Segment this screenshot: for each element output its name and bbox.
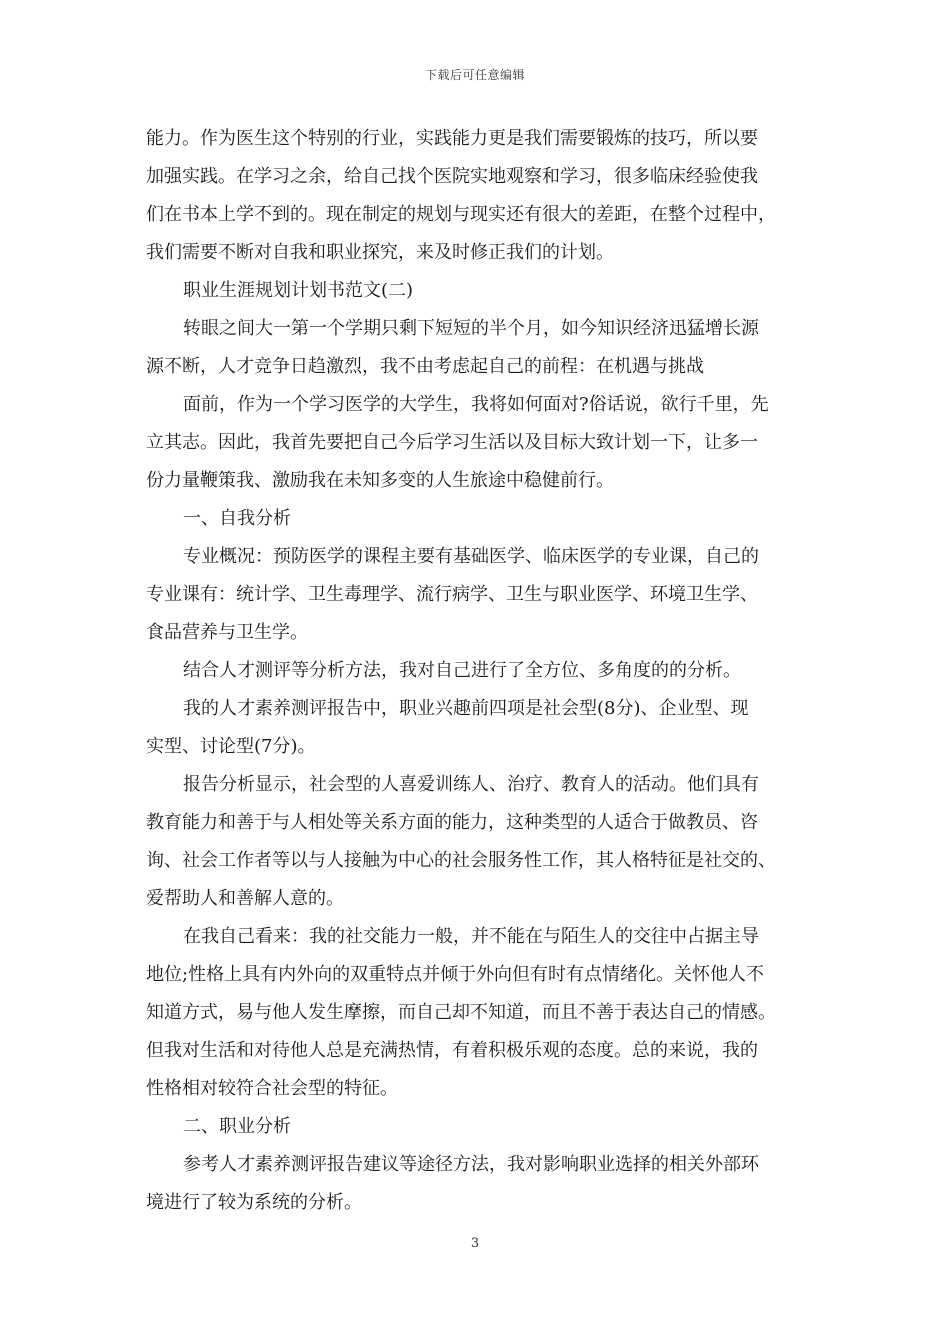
text-line: 实型、讨论型(7分)。 [146,736,316,757]
text-line: 但我对生活和对待他人总是充满热情，有着积极乐观的态度。总的来说，我的 [146,1040,758,1061]
text-line: 加强实践。在学习之余，给自己找个医院实地观察和学习，很多临床经验使我 [146,166,758,187]
text-line: 专业概况：预防医学的课程主要有基础医学、临床医学的专业课，自己的 [183,546,759,567]
text-line: 报告分析显示，社会型的人喜爱训练人、治疗、教育人的活动。他们具有 [183,774,759,795]
text-line: 能力。作为医生这个特别的行业，实践能力更是我们需要锻炼的技巧，所以要 [146,128,758,149]
text-line: 境进行了较为系统的分析。 [146,1192,362,1213]
text-line: 食品营养与卫生学。 [146,622,308,643]
text-line: 地位;性格上具有内外向的双重特点并倾于外向但有时有点情绪化。关怀他人不 [146,964,765,985]
text-line: 教育能力和善于与人相处等关系方面的能力，这种类型的人适合于做教员、咨 [146,812,758,833]
text-line: 专业课有：统计学、卫生毒理学、流行病学、卫生与职业医学、环境卫生学、 [146,584,758,605]
text-line: 性格相对较符合社会型的特征。 [146,1078,398,1099]
text-line: 询、社会工作者等以与人接触为中心的社会服务性工作，其人格特征是社交的、 [146,850,776,871]
text-line: 们在书本上学不到的。现在制定的规划与现实还有很大的差距，在整个过程中， [146,204,776,225]
text-line: 面前，作为一个学习医学的大学生，我将如何面对?俗话说，欲行千里，先 [183,394,769,415]
text-line: 知道方式，易与他人发生摩擦，而自己却不知道，而且不善于表达自己的情感。 [146,1002,776,1023]
text-line: 我们需要不断对自我和职业探究，来及时修正我们的计划。 [146,242,614,263]
text-line: 一、自我分析 [183,508,291,529]
text-line: 二、职业分析 [183,1116,291,1137]
text-line: 在我自己看来：我的社交能力一般，并不能在与陌生人的交往中占据主导 [183,926,759,947]
text-line: 结合人才测评等分析方法，我对自己进行了全方位、多角度的的分析。 [183,660,741,681]
text-line: 职业生涯规划计划书范文(二) [183,280,414,301]
text-line: 份力量鞭策我、激励我在未知多变的人生旅途中稳健前行。 [146,470,614,491]
text-line: 爱帮助人和善解人意的。 [146,888,344,909]
text-line: 转眼之间大一第一个学期只剩下短短的半个月，如今知识经济迅猛增长源 [183,318,759,339]
text-line: 我的人才素养测评报告中，职业兴趣前四项是社会型(8分)、企业型、现 [183,698,749,719]
page-number: 3 [470,1236,480,1251]
text-line: 源不断，人才竞争日趋激烈，我不由考虑起自己的前程：在机遇与挑战 [146,356,704,377]
page-header: 下载后可任意编辑 [424,68,525,82]
text-line: 立其志。因此，我首先要把自己今后学习生活以及目标大致计划一下，让多一 [146,432,758,453]
document-body [146,120,808,1222]
text-line: 参考人才素养测评报告建议等途径方法，我对影响职业选择的相关外部环 [183,1154,759,1175]
